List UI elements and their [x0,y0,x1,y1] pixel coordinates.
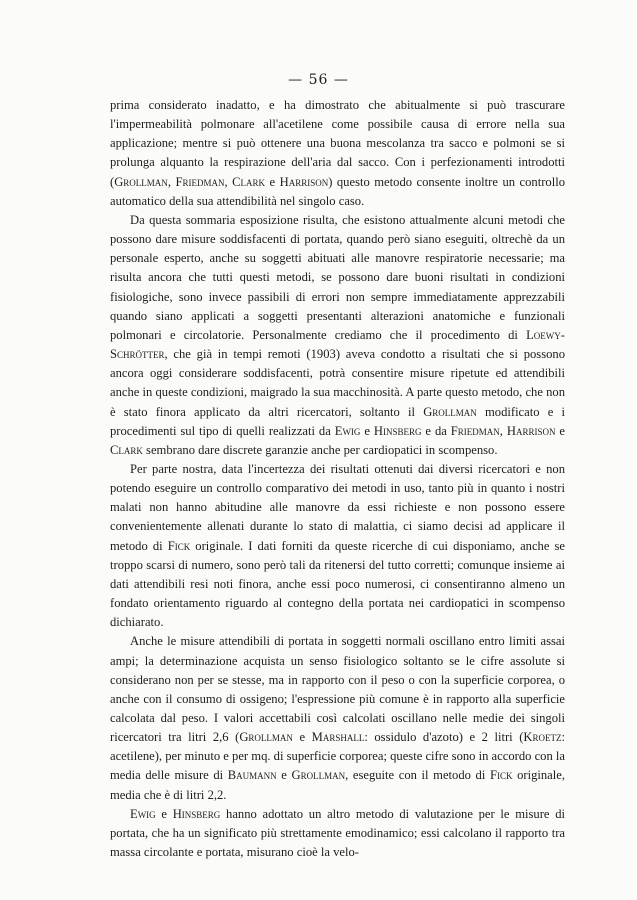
author-name: Kroetz [523,730,562,745]
text-run: , [167,174,176,189]
text-run: e da [421,423,451,438]
author-name: Fick [167,538,191,553]
text-run: sembrano dare discrete garanzie anche per cardiopatici in scompenso. [142,442,498,457]
author-name: Baumann [227,768,277,783]
author-name: Ewig [334,423,361,438]
author-name: Grollman [291,768,346,783]
text-run: originale, media che è di litri 2,2. [110,768,566,802]
author-name: Harrison [279,174,329,189]
author-name: Friedman [175,174,225,189]
author-name: Hinsberg [172,806,221,821]
text-run: Anche le misure attendibili di portata in soggetti normali oscillano entro limiti assai ampi; la determinazione acquista un senso fisiologico soltanto se le cifre assolute si considerano non per se stesse, ma in rapporto con il peso o con la superficie corporea, o anche con il consumo di ossigeno; l'espressione più comune è in rapporto alla superficie calcolata dal peso. I valori accettabili così calcolati oscillano nelle medie dei singoli ricercatori tra litri 2,6 ( [110,634,565,745]
author-name: Grollman [114,174,168,189]
paragraph [110,632,565,804]
author-name: Harrison [506,423,556,438]
text-run: , [499,423,507,438]
text-run: : ossidulo d'azoto) e 2 litri ( [364,730,524,745]
text-run: e [155,806,173,821]
paragraph [110,460,565,632]
text-run: e [265,174,280,189]
text-run: , che già in tempi remoti (1903) aveva condotto a risultati che si possono ancora oggi considerare soddisfacenti, potrà consentire misure ripetute ed attendibili anche in queste condizioni, maigrado la sua macchinosità. A parte questo metodo, che non è stato finora applicato da altri ricercatori, soltanto il [110,347,565,419]
author-name: Clark [232,174,266,189]
author-name: Hinsberg [373,423,422,438]
author-name: Marshall [311,730,365,745]
author-name: Friedman [450,423,500,438]
text-run: , eseguite con il metodo di [345,768,490,783]
text-run: e [360,423,374,438]
text-run: e [276,768,292,783]
text-run: originale. I dati forniti da queste ricerche di cui disponiamo, anche se troppo scarsi di numero, sono però tali da ritenersi del tutto corretti; comunque insieme ai dati attendibili resi noti finora, anche essi poco numerosi, ci consentiranno almeno un fondato orientamento riguardo al contegno della portata nei cardiopatici in scompenso dichiarato. [110,538,565,630]
text-run: Da questa sommaria esposizione risulta, che esistono attualmente alcuni metodi che possono dare misure soddisfacenti di portata, quando però siano eseguiti, oltrechè da un personale esperto, anche su soggetti abituati alle manovre respiratorie necessarie; ma risulta ancora che tutti questi metodi, se possono dare buoni risultati in condizioni fisiologiche, sono invece passibili di errori non sempre immediatamente apprezzabili quando siano applicati a soggetti presentanti alterazioni anatomiche e funzionali polmonari e circolatorie. Personalmente crediamo che il procedimento di [110,212,565,342]
text-run: : acetilene), per minuto e per mq. di superficie corporea; queste cifre sono in accordo con la media delle misure di [110,730,565,783]
author-name: Loewy-Schrötter [110,327,565,362]
text-run: e [555,423,565,438]
body-text [110,96,565,862]
author-name: Ewig [130,806,156,821]
paragraph [110,96,565,211]
text-run: ) questo metodo consente inoltre un controllo automatico della sua attendibilità nel singolo caso. [110,174,565,208]
paragraph [110,805,565,862]
text-run: , [224,174,233,189]
text-run: hanno adottato un altro metodo di valutazione per le misure di portata, che ha un significato più strettamente emodinamico; essi calcolano il rapporto tra massa circolante e portata, misurano cioè la velo- [110,806,565,860]
text-run: prima considerato inadatto, e ha dimostrato che abitualmente si può trascurare l'impermeabilità polmonare all'acetilene come possibile causa di errore nella sua applicazione; mentre si può ottenere una buona mescolanza tra sacco e polmoni se si prolunga alquanto la respirazione dell'aria dal sacco. Con i perfezionamenti introdotti ( [110,98,565,189]
text-run: e [292,730,312,745]
author-name: Clark [110,442,143,457]
author-name: Fick [489,768,513,783]
paragraph [110,211,565,460]
page-number: — 56 — [288,72,349,88]
author-name: Grollman [423,404,477,419]
text-run: Per parte nostra, data l'incertezza dei risultati ottenuti dai diversi ricercatori e non potendo eseguire un controllo comparativo dei metodi in uso, tanto più in quanto i nostri malati non hanno abitudine alle manovre da essi richieste e non possono essere convenientemente allenati durante lo stato di malattia, ci siamo decisi ad applicare il metodo di [110,461,565,553]
text-run: modificato e i procedimenti sul tipo di quelli realizzati da [110,404,565,438]
author-name: Grollman [239,730,293,745]
